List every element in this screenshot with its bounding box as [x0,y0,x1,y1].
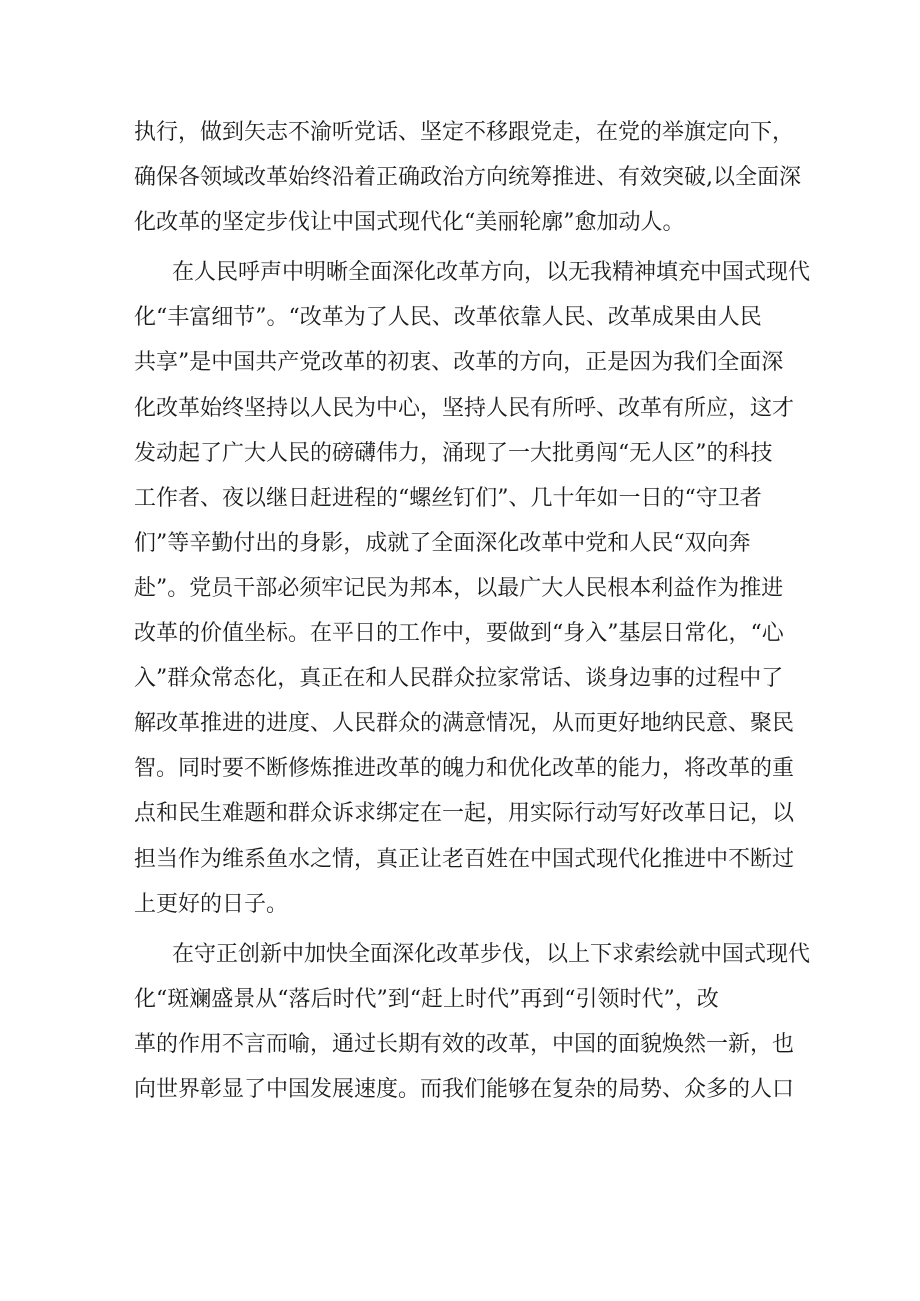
text-line: 工作者、夜以继日赶进程的“螺丝钉们”、几十年如一日的“守卫者 [134,485,762,511]
text-line: 解改革推进的进度、人民群众的满意情况，从而更好地纳民意、聚民 [134,711,795,737]
text-line: 化“斑斓盛景从“落后时代”到“赶上时代”再到“引领时代”，改 [134,986,719,1012]
text-line: 智。同时要不断修炼推进改革的魄力和优化改革的能力，将改革的重 [134,756,795,782]
text-line: 革的作用不言而喻，通过长期有效的改革，中国的面貌焕然一新，也 [134,1031,795,1057]
text-line: 改革的价值坐标。在平日的工作中，要做到“身入”基层日常化，“心 [134,621,784,647]
text-line: 执行，做到矢志不渝听党话、坚定不移跟党走，在党的举旗定向下， [134,120,795,145]
text-line: 担当作为维系鱼水之情，真正让老百姓在中国式现代化推进中不断过 [134,846,795,872]
text-line: 入”群众常态化，真正在和人民群众拉家常话、谈身边事的过程中了 [134,666,784,692]
paragraph-3 [134,932,811,1112]
text-line: 们”等辛勤付出的身影，成就了全面深化改革中党和人民“双向奔 [134,530,751,556]
text-line: 在守正创新中加快全面深化改革步伐，以上下求索绘就中国式现代 [172,941,811,967]
text-line: 发动起了广大人民的磅礴伟力，涌现了一大批勇闯“无人区”的科技 [134,440,773,466]
document-body [134,110,811,1112]
text-line: 在人民呼声中明晰全面深化改革方向，以无我精神填充中国式现代 [172,260,811,286]
text-line: 点和民生难题和群众诉求绑定在一起，用实际行动写好改革日记，以 [134,801,795,827]
text-line: 化改革始终坚持以人民为中心，坚持人民有所呼、改革有所应，这才 [134,395,795,421]
text-line: 确保各领域改革始终沿着正确政治方向统筹推进、有效突破,以全面深 [134,165,801,191]
text-line: 上更好的日子。 [134,891,289,917]
text-line: 化改革的坚定步伐让中国式现代化“美丽轮廓”愈加动人。 [134,210,685,236]
text-line: 赴”。党员干部必须牢记民为邦本，以最广大人民根本利益作为推进 [134,575,784,601]
text-line: 化“丰富细节”。“改革为了人民、改革依靠人民、改革成果由人民 [134,305,762,331]
paragraph-2 [134,250,811,926]
text-line: 共享”是中国共产党改革的初衷、改革的方向，正是因为我们全面深 [134,350,784,376]
text-line: 向世界彰显了中国发展速度。而我们能够在复杂的局势、众多的人口 [134,1076,795,1102]
paragraph-1 [134,110,801,245]
